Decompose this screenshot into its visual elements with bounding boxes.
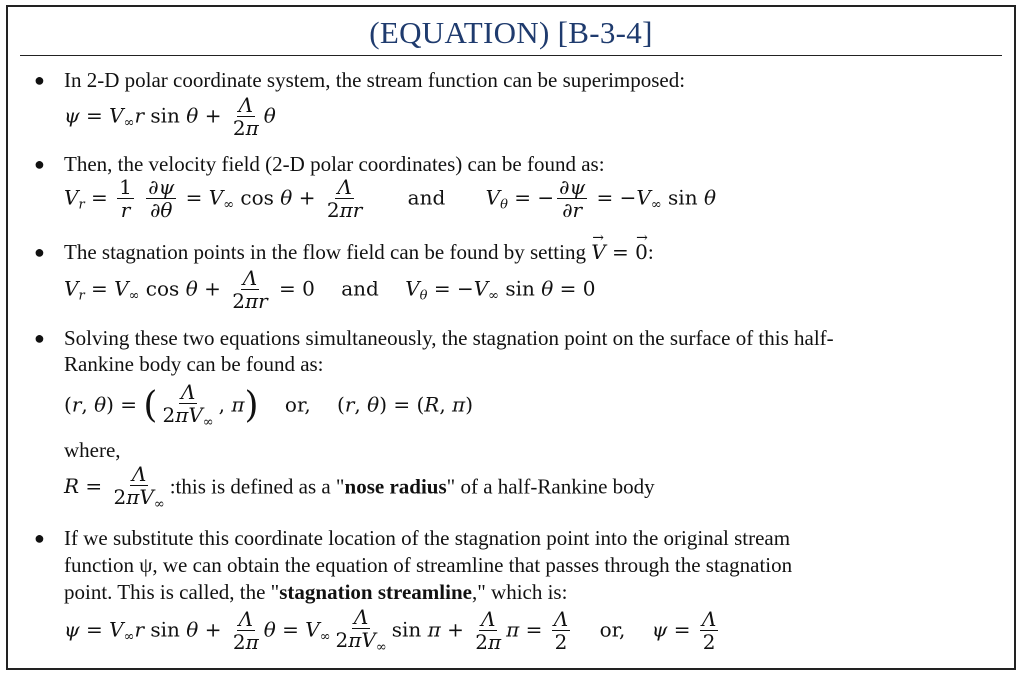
eq-stagnation-conditions: $V_r = V_\infty$ cos θ + $\frac{\Lambda}{2\pi r}$ = 0 and $V_\theta = -V_\infty$ sin θ = 0: [64, 266, 596, 314]
bullet-dot: ●: [34, 70, 45, 90]
bullet-2-text: Then, the velocity field (2-D polar coordinates) can be found as:: [64, 152, 605, 176]
bullet-3-text: The stagnation points in the flow field can be found by setting → V = → 0:: [64, 239, 654, 265]
and-connector: and: [407, 185, 446, 210]
eq-stagnation-streamline: $\psi = V_\infty r$ sin θ + $\frac{\Lambda}{2\pi}$ $\theta = V_\infty$ $\frac{\Lambda}{2\pi V_\infty}$ sin π + $\frac{\Lambda}{2\pi}$ π = $\frac{\Lambda}{2}$ or, ψ = $\frac{\Lambda}{2}$: [64, 605, 717, 656]
eq-velocity-field: $V_r$ = $\frac{1}{r}$ $\frac{\partial\psi}{\partial\theta}$ = $V_\infty$ cos θ + $\frac{\Lambda}{2\pi r}$ and $V_\theta$ = − $\frac{\partial\psi}{\partial r}$ = $-V_\infty$ sin θ: [64, 175, 716, 223]
bullet-5-line-2: function ψ, we can obtain the equation of streamline that passes through the stagnation: [64, 553, 793, 577]
or-connector: or,: [284, 392, 311, 417]
bullet-4-line-2: Rankine body can be found as:: [64, 352, 324, 376]
bullet-dot: ●: [34, 328, 45, 348]
bullet-1-text: In 2-D polar coordinate system, the stream function can be superimposed:: [64, 68, 686, 92]
eq-stream-function: $\psi = V_\infty r$ sin θ + $\frac{\Lambda}{2\pi}$ θ: [64, 93, 276, 141]
bullet-4-line-1: Solving these two equations simultaneously, the stagnation point on the surface of this half-: [64, 326, 834, 350]
eq-stagnation-point: (r, θ) = ( $\frac{\Lambda}{2\pi V_\infty}$ , π) or, (r, θ) = (R, π): [64, 380, 474, 431]
page-title: (EQUATION) [B-3-4]: [369, 15, 653, 50]
bullet-dot: ●: [34, 242, 45, 262]
equation-card: [6, 5, 1016, 670]
and-connector: and: [341, 276, 379, 301]
content-body: [8, 61, 1014, 668]
bullet-5-line-1: If we substitute this coordinate location of the stagnation point into the original stream: [64, 526, 791, 550]
eq-nose-radius: R = $\frac{\Lambda}{2\pi V_\infty}$ :this is defined as a "nose radius" of a half-Rankine body: [64, 462, 655, 513]
bullet-5-line-3: point. This is called, the "stagnation streamline," which is:: [64, 580, 568, 604]
bullet-dot: ●: [34, 154, 45, 174]
bullet-dot: ●: [34, 528, 45, 548]
title-divider: [20, 55, 1002, 56]
or-connector: or,: [599, 617, 626, 642]
where-label: where,: [64, 438, 121, 462]
